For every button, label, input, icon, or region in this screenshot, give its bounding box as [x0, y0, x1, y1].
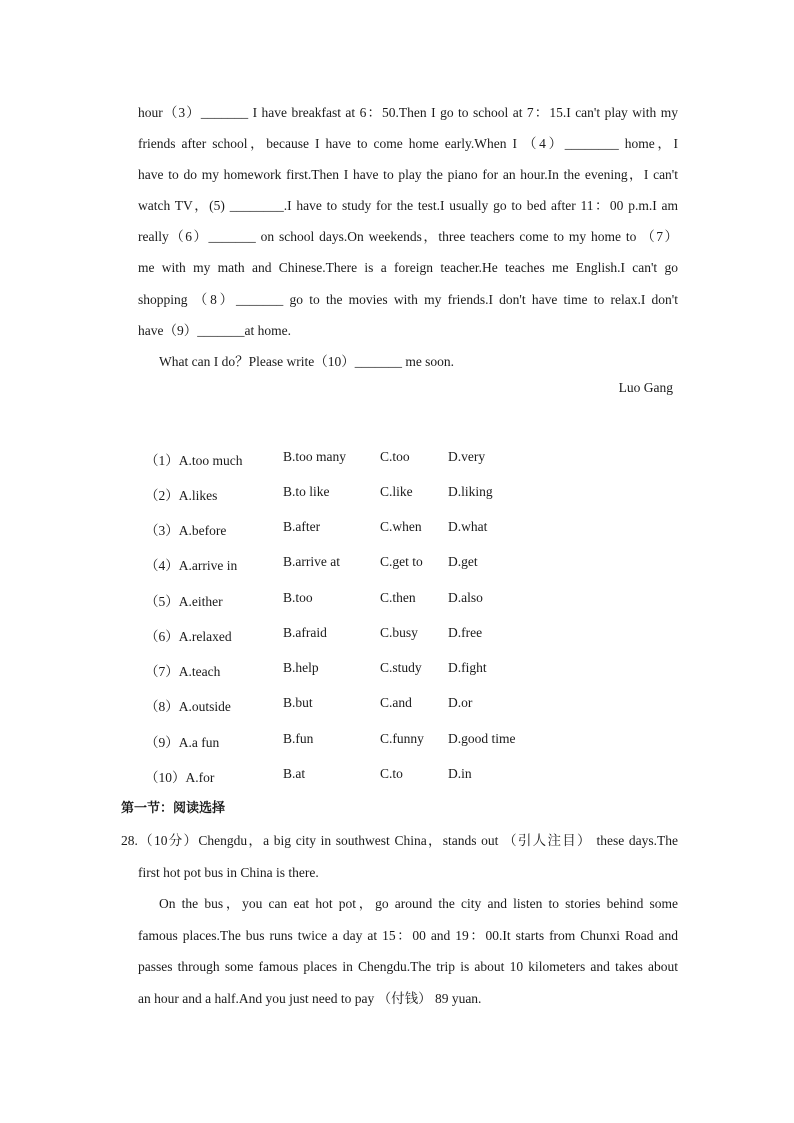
option-b: B.fun: [283, 731, 314, 746]
option-b: B.but: [283, 695, 313, 710]
option-c: C.to: [380, 766, 403, 781]
option-a: （10）A.for: [145, 770, 215, 785]
option-a: （5）A.either: [145, 594, 223, 609]
option-a: （9）A.a fun: [145, 735, 220, 750]
letter-line: hour（3）_______ I have breakfast at 6：50.Then I go to school at 7：15.I can't play with my: [138, 105, 678, 120]
option-c: C.like: [380, 484, 413, 499]
option-c: C.too: [380, 449, 410, 464]
option-a: （8）A.outside: [145, 699, 231, 714]
option-d: D.fight: [448, 660, 487, 675]
option-c: C.funny: [380, 731, 424, 746]
letter-line: watch TV，(5) ________.I have to study for the test.I usually go to bed after 11：00 p.m.I am: [138, 198, 678, 214]
q28-line: On the bus，you can eat hot pot，go around the city and listen to stories behind some: [159, 896, 678, 911]
option-d: D.good time: [448, 731, 516, 746]
option-d: D.in: [448, 766, 472, 781]
option-d: D.also: [448, 590, 483, 605]
letter-closing: What can I do？Please write（10）_______ me soon.: [159, 353, 455, 369]
option-b: B.at: [283, 766, 306, 781]
letter-line: have（9）_______at home.: [138, 322, 291, 338]
letter-line: have to do my homework first.Then I have to play the piano for an hour.In the evening，I can't: [138, 167, 678, 183]
option-c: C.busy: [380, 625, 418, 640]
option-b: B.help: [283, 660, 319, 675]
option-d: D.very: [448, 449, 486, 464]
option-c: C.then: [380, 590, 416, 605]
option-b: B.afraid: [283, 625, 327, 640]
question-28: [121, 825, 678, 1014]
option-b: B.after: [283, 519, 321, 534]
option-a: （6）A.relaxed: [145, 629, 232, 644]
option-c: C.study: [380, 660, 422, 675]
q28-line: an hour and a half.And you just need to pay （付钱） 89 yuan.: [138, 990, 482, 1006]
option-d: D.free: [448, 625, 483, 640]
option-a: （3）A.before: [145, 523, 227, 538]
option-b: B.too: [283, 590, 313, 605]
letter-body: [138, 97, 678, 377]
letter-line: me with my math and Chinese.There is a foreign teacher.He teaches me English.I can't go: [138, 260, 678, 276]
q28-line: 28.（10分）Chengdu，a big city in southwest China，stands out （引人注目） these days.The: [121, 833, 678, 848]
option-a: （2）A.likes: [145, 488, 218, 503]
q28-line: famous places.The bus runs twice a day at 15：00 and 19：00.It starts from Chunxi Road and: [138, 927, 678, 943]
option-a: （4）A.arrive in: [145, 558, 238, 573]
option-b: B.to like: [283, 484, 330, 499]
option-d: D.or: [448, 695, 473, 710]
option-c: C.when: [380, 519, 422, 534]
letter-line: shopping （8）_______ go to the movies with my friends.I don't have time to relax.I don't: [138, 291, 678, 307]
option-d: D.what: [448, 519, 488, 534]
option-a: （1）A.too much: [145, 453, 243, 468]
option-c: C.get to: [380, 554, 423, 569]
q28-line: first hot pot bus in China is there.: [138, 864, 319, 880]
option-b: B.too many: [283, 449, 346, 464]
letter-signature: Luo Gang: [618, 380, 673, 395]
option-d: D.liking: [448, 484, 493, 499]
option-d: D.get: [448, 554, 478, 569]
option-a: （7）A.teach: [145, 664, 221, 679]
letter-line: friends after school，because I have to come home early.When I （4）________ home，I: [138, 136, 678, 152]
option-b: B.arrive at: [283, 554, 340, 569]
option-c: C.and: [380, 695, 412, 710]
section-title: 第一节：阅读选择: [121, 801, 226, 816]
q28-line: passes through some famous places in Chengdu.The trip is about 10 kilometers and takes about: [138, 959, 678, 974]
letter-line: really（6）_______ on school days.On weekends，three teachers come to my home to （7）: [138, 229, 678, 245]
